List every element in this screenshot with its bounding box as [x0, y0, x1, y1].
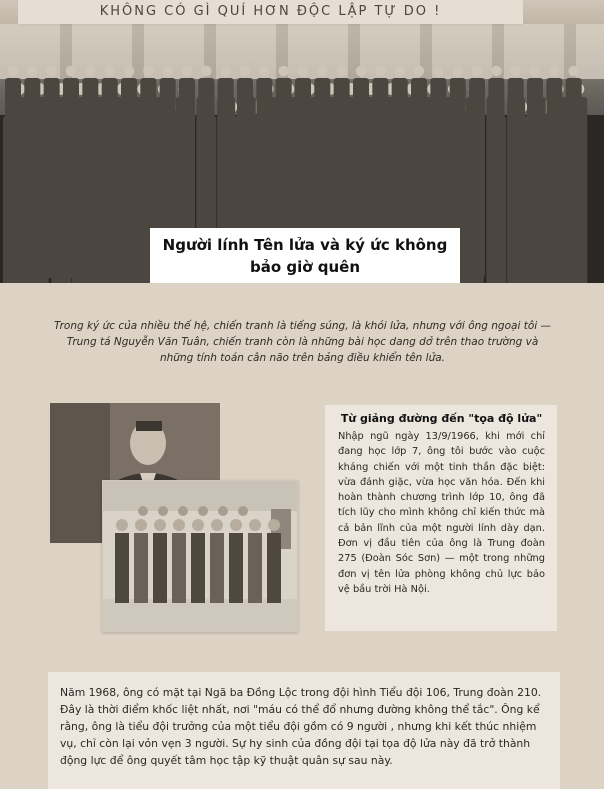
story-card: [325, 405, 557, 631]
bottom-story-box: [48, 672, 560, 789]
intro-paragraph: Trong ký ức của nhiều thế hệ, chiến tranh là tiếng súng, là khói lửa, nhưng với ông ngoại tôi — Trung tá Nguyễn Văn Tuân, chiến tranh còn là những bài học dang dở trên thao trường và những tính toán cân não trên bảng điều khiển tên lửa.: [53, 320, 552, 364]
bottom-paragraph: Năm 1968, ông có mặt tại Ngã ba Đồng Lộc trong đội hình Tiểu đội 106, Trung đoàn 210. Đây là thời điểm khốc liệt nhất, nơi "máu có thể đổ nhưng đường không thể tắc". Ông kể rằng, ông là tiểu đội trưởng của một tiểu đội gồm có 9 người , nhưng khi kết thúc nhiệm vụ, chỉ còn lại vỏn vẹn 3 người. Sự hy sinh của đồng đội tại tọa độ lửa này đã trở thành động lực để ông quyết tâm học tập kỹ thuật quân sự sau này.: [60, 686, 542, 767]
squad-group-photo: [102, 480, 298, 632]
card-body: Nhập ngũ ngày 13/9/1966, khi mới chỉ đang học lớp 7, ông tôi bước vào cuộc kháng chiến với một tinh thần đặc biệt: vừa đánh giặc, vừa học văn hóa. Đến khi hoàn thành chương trình lớp 10, ông đã tích lũy cho mình không chỉ kiến thức mà cả bản lĩnh của một người lính dày dạn. Đơn vị đầu tiên của ông là Trung đoàn 275 (Đoàn Sóc Sơn) — một trong những đơn vị tên lửa phòng không chủ lực bảo vệ bầu trời Hà Nội.: [338, 431, 545, 595]
card-heading: Từ giảng đường đến "tọa độ lửa": [340, 412, 543, 425]
hero-group-photo: [0, 0, 604, 283]
slogan-banner: KHÔNG CÓ GÌ QUÍ HƠN ĐỘC LẬP TỰ DO !: [18, 0, 523, 26]
article-title: Người lính Tên lửa và ký ức không bảo giờ quên: [150, 228, 460, 283]
